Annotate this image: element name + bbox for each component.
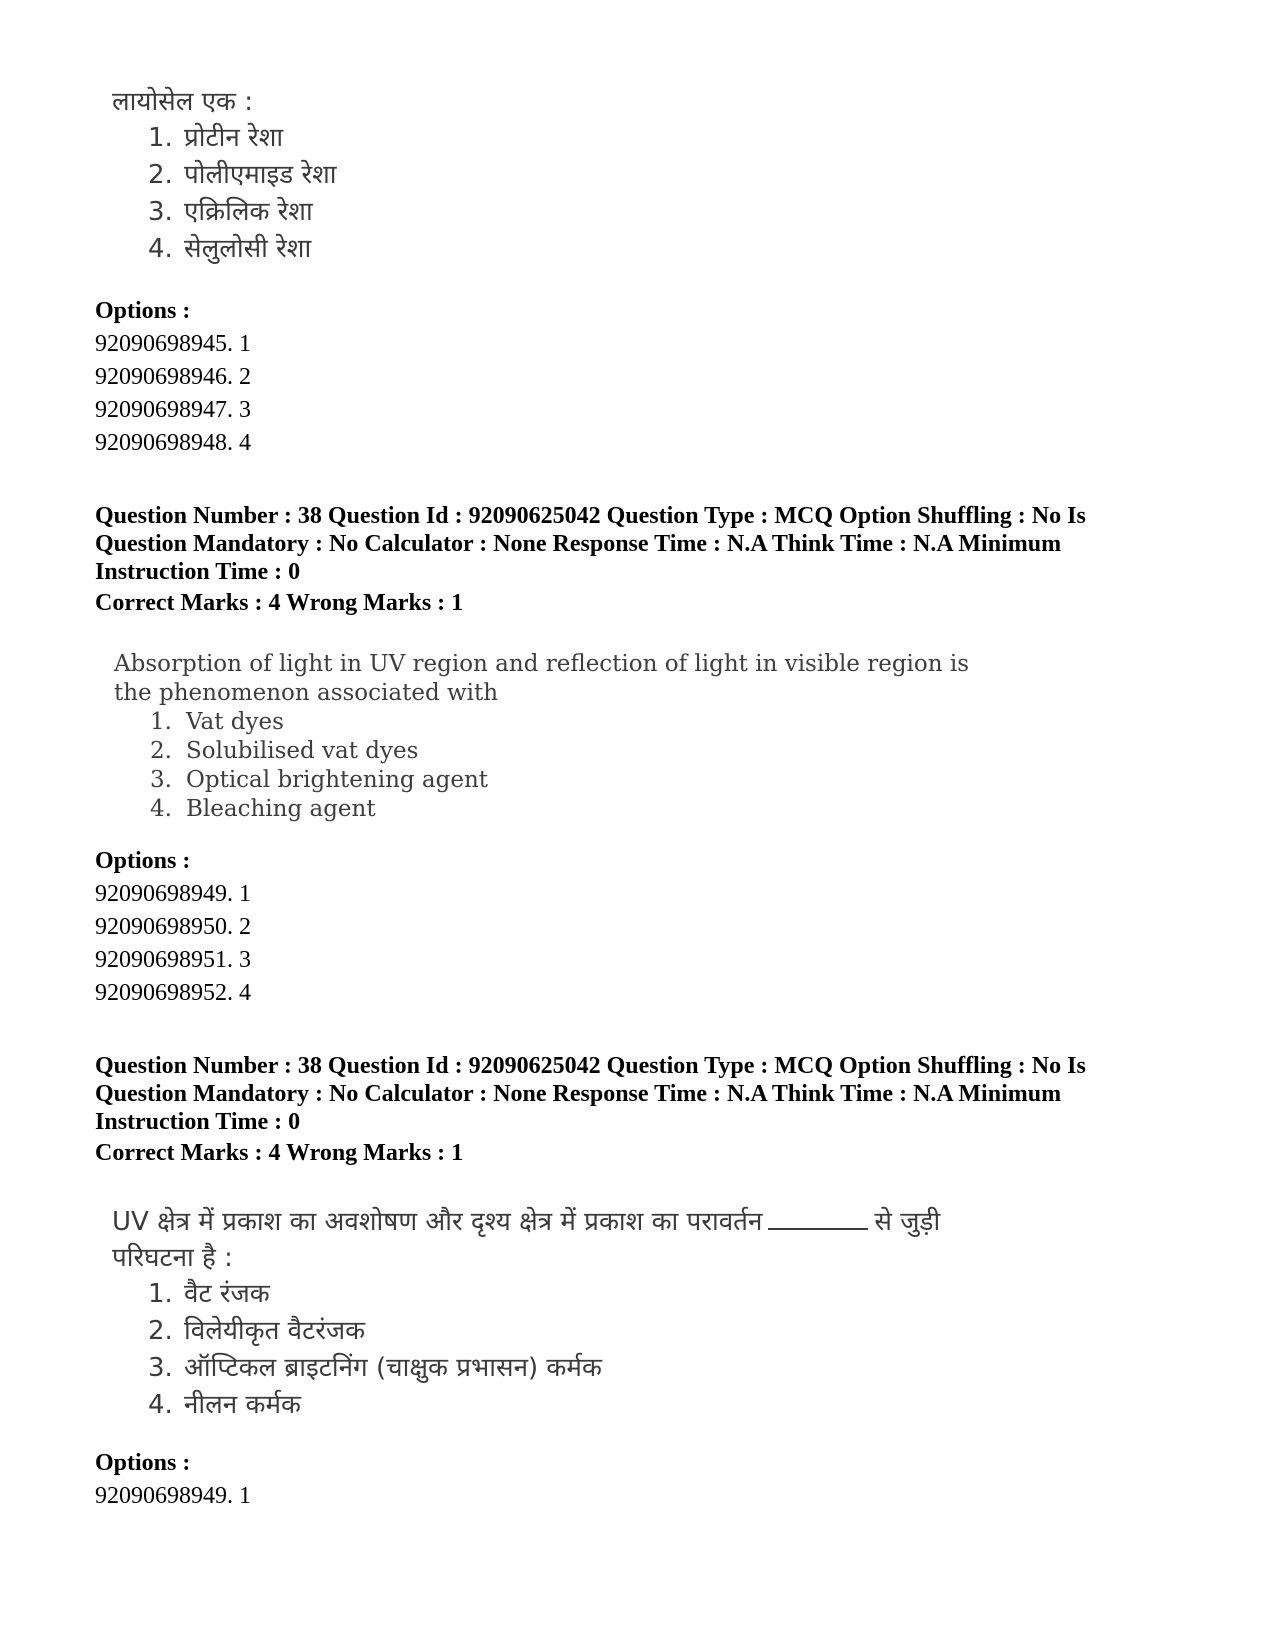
choice-item (148, 1276, 940, 1313)
options-label: Options : (95, 1450, 191, 1476)
choice-text: ऑप्टिकल ब्राइटनिंग (चाक्षुक प्रभासन) कर्मक (184, 1353, 602, 1383)
question-image-hindi-1 (112, 84, 337, 268)
question-meta-3 (95, 1052, 1195, 1136)
meta-line: Question Mandatory : No Calculator : None Response Time : N.A Think Time : N.A Minimum (95, 1081, 1062, 1107)
choice-number: 4. (150, 796, 172, 822)
choice-text: सेलुलोसी रेशा (184, 234, 312, 264)
question-stem-part: UV क्षेत्र में प्रकाश का अवशोषण और दृश्य क्षेत्र में प्रकाश का परावर्तन (112, 1207, 763, 1237)
choice-item (148, 1313, 940, 1350)
choice-text: Vat dyes (186, 709, 284, 735)
choice-number: 2. (150, 738, 172, 764)
options-block-1 (95, 295, 251, 460)
meta-line: Instruction Time : 0 (95, 559, 301, 585)
question-image-english (114, 650, 969, 824)
choice-number: 3. (148, 197, 173, 227)
question-meta-2 (95, 502, 1195, 586)
option-id: 92090698948. 4 (95, 430, 251, 456)
option-id: 92090698950. 2 (95, 914, 251, 940)
question-stem-line (112, 1204, 940, 1240)
option-id: 92090698952. 4 (95, 980, 251, 1006)
choice-item (148, 157, 337, 194)
choice-text: Solubilised vat dyes (186, 738, 419, 764)
meta-line: Question Mandatory : No Calculator : None Response Time : N.A Think Time : N.A Minimum (95, 531, 1062, 557)
choice-number: 1. (148, 123, 173, 153)
question-stem: लायोसेल एक : (112, 87, 254, 117)
question-stem-line: the phenomenon associated with (114, 680, 499, 706)
question-stem-line: Absorption of light in UV region and reflection of light in visible region is (114, 651, 970, 677)
choice-text: विलेयीकृत वैटरंजक (184, 1316, 366, 1346)
choice-text: वैट रंजक (184, 1279, 270, 1309)
choice-list (148, 1276, 940, 1424)
choice-text: प्रोटीन रेशा (184, 123, 284, 153)
options-label: Options : (95, 848, 191, 874)
choice-number: 4. (148, 1390, 173, 1420)
choice-text: Optical brightening agent (186, 767, 489, 793)
choice-number: 1. (148, 1279, 173, 1309)
option-id: 92090698947. 3 (95, 397, 251, 423)
choice-text: नीलन कर्मक (184, 1390, 301, 1420)
choice-number: 2. (148, 160, 173, 190)
meta-line: Instruction Time : 0 (95, 1109, 301, 1135)
option-id: 92090698949. 1 (95, 881, 251, 907)
marks-line-2: Correct Marks : 4 Wrong Marks : 1 (95, 590, 464, 616)
marks-line-3: Correct Marks : 4 Wrong Marks : 1 (95, 1140, 464, 1166)
choice-list (150, 708, 969, 824)
choice-list (148, 120, 337, 268)
choice-item (148, 1387, 940, 1424)
choice-number: 4. (148, 234, 173, 264)
fill-in-blank (768, 1226, 868, 1230)
meta-line: Question Number : 38 Question Id : 92090625042 Question Type : MCQ Option Shuffling : No Is (95, 503, 1086, 529)
choice-item (148, 1350, 940, 1387)
meta-line: Question Number : 38 Question Id : 92090625042 Question Type : MCQ Option Shuffling : No Is (95, 1053, 1086, 1079)
options-block-2 (95, 845, 251, 1010)
choice-text: पोलीएमाइड रेशा (184, 160, 337, 190)
question-stem-part: से जुड़ी (874, 1207, 941, 1237)
choice-number: 2. (148, 1316, 173, 1346)
choice-item (148, 120, 337, 157)
choice-item (148, 231, 337, 268)
option-id: 92090698949. 1 (95, 1483, 251, 1509)
option-id: 92090698946. 2 (95, 364, 251, 390)
choice-number: 3. (148, 1353, 173, 1383)
choice-item (150, 737, 969, 766)
option-id: 92090698945. 1 (95, 331, 251, 357)
choice-item (150, 795, 969, 824)
question-image-hindi-2 (112, 1204, 940, 1424)
choice-number: 3. (150, 767, 172, 793)
choice-number: 1. (150, 709, 172, 735)
choice-item (150, 708, 969, 737)
choice-item (148, 194, 337, 231)
option-id: 92090698951. 3 (95, 947, 251, 973)
choice-text: Bleaching agent (186, 796, 376, 822)
choice-text: एक्रिलिक रेशा (184, 197, 313, 227)
choice-item (150, 766, 969, 795)
options-label: Options : (95, 298, 191, 324)
question-stem-line: परिघटना है : (112, 1243, 233, 1273)
options-block-3 (95, 1447, 251, 1513)
